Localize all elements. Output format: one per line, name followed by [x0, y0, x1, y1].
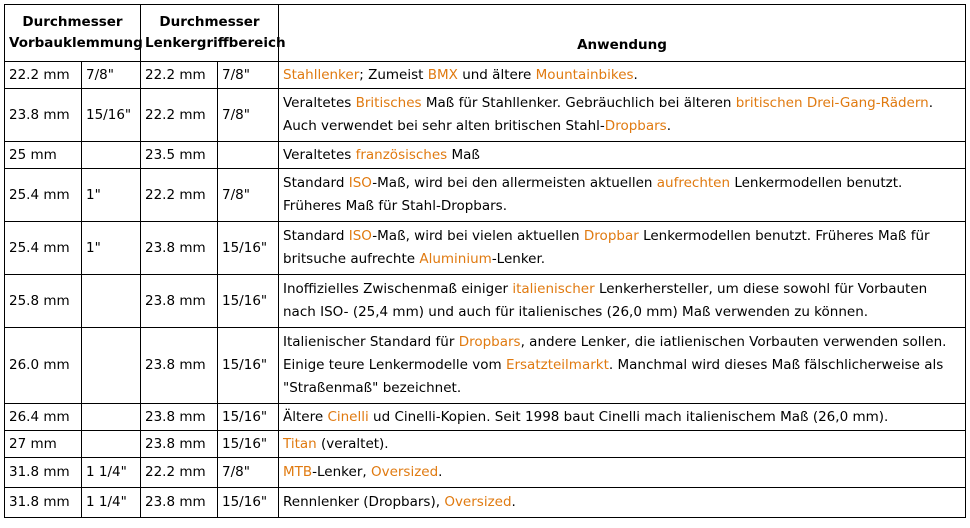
wiki-link[interactable]: Dropbars	[458, 334, 521, 350]
grip-diameter-mm: 22.2 mm	[141, 458, 218, 488]
wiki-link[interactable]: Stahllenker	[283, 66, 360, 83]
application-text: Standard	[283, 175, 349, 191]
header-application: Anwendung	[279, 5, 966, 62]
grip-diameter-inch: 15/16"	[218, 431, 279, 458]
application-text: -Lenker,	[312, 464, 371, 480]
stem-diameter-inch: 1"	[82, 222, 141, 275]
header-row	[5, 5, 966, 62]
application-text: .	[666, 118, 671, 134]
stem-diameter-inch	[82, 275, 141, 328]
stem-diameter-inch	[82, 142, 141, 169]
wiki-link[interactable]: ISO	[348, 228, 373, 244]
table-row	[5, 142, 966, 169]
header-grip-area	[141, 5, 286, 62]
grip-diameter-inch: 15/16"	[218, 275, 279, 328]
application-text: Veraltetes	[283, 146, 356, 163]
wiki-link[interactable]: BMX	[427, 66, 458, 83]
grip-diameter-mm: 23.8 mm	[141, 488, 218, 518]
application-text: ; Zumeist	[359, 66, 428, 83]
grip-diameter-inch: 15/16"	[218, 488, 279, 518]
stem-diameter-mm: 25.8 mm	[5, 275, 82, 328]
application-text: Ältere	[283, 408, 328, 425]
table-row	[5, 458, 966, 488]
application-text: Italienischer Standard für	[283, 334, 459, 350]
application-cell	[279, 488, 966, 518]
wiki-link[interactable]: Ersatzteilmarkt	[505, 357, 609, 373]
application-cell	[279, 169, 966, 222]
grip-diameter-inch: 15/16"	[218, 328, 279, 404]
stem-diameter-mm: 26.0 mm	[5, 328, 82, 404]
application-cell	[279, 142, 966, 169]
grip-diameter-mm: 23.8 mm	[141, 275, 218, 328]
wiki-link[interactable]: Cinelli	[327, 408, 369, 425]
application-cell	[279, 222, 966, 275]
application-text: Lenkerhersteller, um diese sowohl für Vorbauten nach ISO- (25,4 mm) und auch für italienisches (26,0 mm) Maß verwenden zu können.	[283, 281, 928, 320]
header-grip-area-line1: Durchmesser	[159, 14, 260, 30]
stem-diameter-inch	[82, 328, 141, 404]
table-row	[5, 62, 966, 89]
wiki-link[interactable]: Britisches	[355, 95, 422, 111]
stem-diameter-inch: 1 1/4"	[82, 458, 141, 488]
stem-diameter-inch: 7/8"	[82, 62, 141, 89]
application-text: -Maß, wird bei den allermeisten aktuellen	[372, 175, 657, 191]
grip-diameter-inch: 15/16"	[218, 404, 279, 431]
wiki-link[interactable]: Titan	[283, 435, 317, 452]
application-cell	[279, 458, 966, 488]
application-text: -Maß, wird bei vielen aktuellen	[372, 228, 584, 244]
table-row	[5, 222, 966, 275]
application-text: Maß	[447, 146, 480, 163]
application-cell	[279, 328, 966, 404]
table-row	[5, 328, 966, 404]
table-row	[5, 431, 966, 458]
grip-diameter-inch: 7/8"	[218, 458, 279, 488]
grip-diameter-mm: 22.2 mm	[141, 169, 218, 222]
application-text: Maß für Stahllenker. Gebräuchlich bei älteren	[421, 95, 736, 111]
table-row	[5, 275, 966, 328]
stem-diameter-mm: 22.2 mm	[5, 62, 82, 89]
wiki-link[interactable]: Aluminium	[419, 251, 492, 267]
wiki-link[interactable]: Dropbar	[583, 228, 639, 244]
grip-diameter-mm: 23.5 mm	[141, 142, 218, 169]
header-stem-clamp-line1: Durchmesser	[22, 14, 123, 30]
application-text: Lenkermodellen benutzt. Früheres Maß für britsuche aufrechte	[283, 228, 930, 267]
application-text: . Auch verwendet bei sehr alten britischen Stahl-	[283, 95, 934, 134]
stem-diameter-mm: 25.4 mm	[5, 169, 82, 222]
application-text: Lenkermodellen benutzt. Früheres Maß für Stahl-Dropbars.	[283, 175, 903, 214]
stem-diameter-mm: 27 mm	[5, 431, 82, 458]
application-text: . Manchmal wird dieses Maß fälschlicherweise als "Straßenmaß" bezeichnet.	[283, 357, 944, 396]
application-cell	[279, 62, 966, 89]
table-row	[5, 488, 966, 518]
wiki-link[interactable]: MTB	[283, 464, 313, 480]
stem-diameter-mm: 31.8 mm	[5, 458, 82, 488]
stem-diameter-mm: 25.4 mm	[5, 222, 82, 275]
grip-diameter-inch: 15/16"	[218, 222, 279, 275]
table-row	[5, 404, 966, 431]
wiki-link[interactable]: britischen Drei-Gang-Rädern	[735, 95, 929, 111]
grip-diameter-mm: 23.8 mm	[141, 328, 218, 404]
wiki-link[interactable]: Oversized	[370, 464, 439, 480]
handlebar-size-table	[4, 4, 966, 518]
application-text: Standard	[283, 228, 349, 244]
application-text: -Lenker.	[491, 251, 546, 267]
stem-diameter-inch	[82, 404, 141, 431]
application-text: Inoffizielles Zwischenmaß einiger	[283, 281, 513, 297]
application-text: ud Cinelli-Kopien. Seit 1998 baut Cinelli mach italienischem Maß (26,0 mm).	[368, 408, 889, 425]
application-cell	[279, 89, 966, 142]
application-cell	[279, 431, 966, 458]
stem-diameter-inch: 1 1/4"	[82, 488, 141, 518]
application-text: Rennlenker (Dropbars),	[283, 494, 445, 510]
grip-diameter-mm: 22.2 mm	[141, 89, 218, 142]
stem-diameter-inch	[82, 431, 141, 458]
grip-diameter-inch	[218, 142, 279, 169]
application-text: (veraltet).	[316, 435, 389, 452]
application-cell	[279, 404, 966, 431]
application-text: .	[511, 494, 516, 510]
grip-diameter-mm: 23.8 mm	[141, 431, 218, 458]
header-stem-clamp	[5, 5, 141, 62]
stem-diameter-inch: 15/16"	[82, 89, 141, 142]
wiki-link[interactable]: Dropbars	[604, 118, 667, 134]
stem-diameter-mm: 23.8 mm	[5, 89, 82, 142]
application-cell	[279, 275, 966, 328]
grip-diameter-inch: 7/8"	[218, 169, 279, 222]
header-grip-area-line2: Lenkergriffbereich	[145, 35, 286, 51]
stem-diameter-mm: 31.8 mm	[5, 488, 82, 518]
grip-diameter-inch: 7/8"	[218, 62, 279, 89]
wiki-link[interactable]: italienischer	[512, 281, 595, 297]
table-row	[5, 89, 966, 142]
stem-diameter-mm: 26.4 mm	[5, 404, 82, 431]
table-row	[5, 169, 966, 222]
grip-diameter-inch: 7/8"	[218, 89, 279, 142]
grip-diameter-mm: 23.8 mm	[141, 404, 218, 431]
application-text: , andere Lenker, die iatlienischen Vorbauten verwenden sollen. Einige teure Lenkermodelle vom	[283, 334, 947, 373]
stem-diameter-inch: 1"	[82, 169, 141, 222]
wiki-link[interactable]: aufrechten	[656, 175, 731, 191]
wiki-link[interactable]: Mountainbikes	[535, 66, 634, 83]
wiki-link[interactable]: Oversized	[444, 494, 512, 510]
application-text: und ältere	[457, 66, 536, 83]
grip-diameter-mm: 23.8 mm	[141, 222, 218, 275]
application-text: .	[438, 464, 443, 480]
wiki-link[interactable]: ISO	[348, 175, 373, 191]
wiki-link[interactable]: französisches	[355, 146, 448, 163]
grip-diameter-mm: 22.2 mm	[141, 62, 218, 89]
application-text: .	[633, 66, 638, 83]
stem-diameter-mm: 25 mm	[5, 142, 82, 169]
application-text: Veraltetes	[283, 95, 356, 111]
header-stem-clamp-line2: Vorbauklemmung	[9, 35, 143, 51]
